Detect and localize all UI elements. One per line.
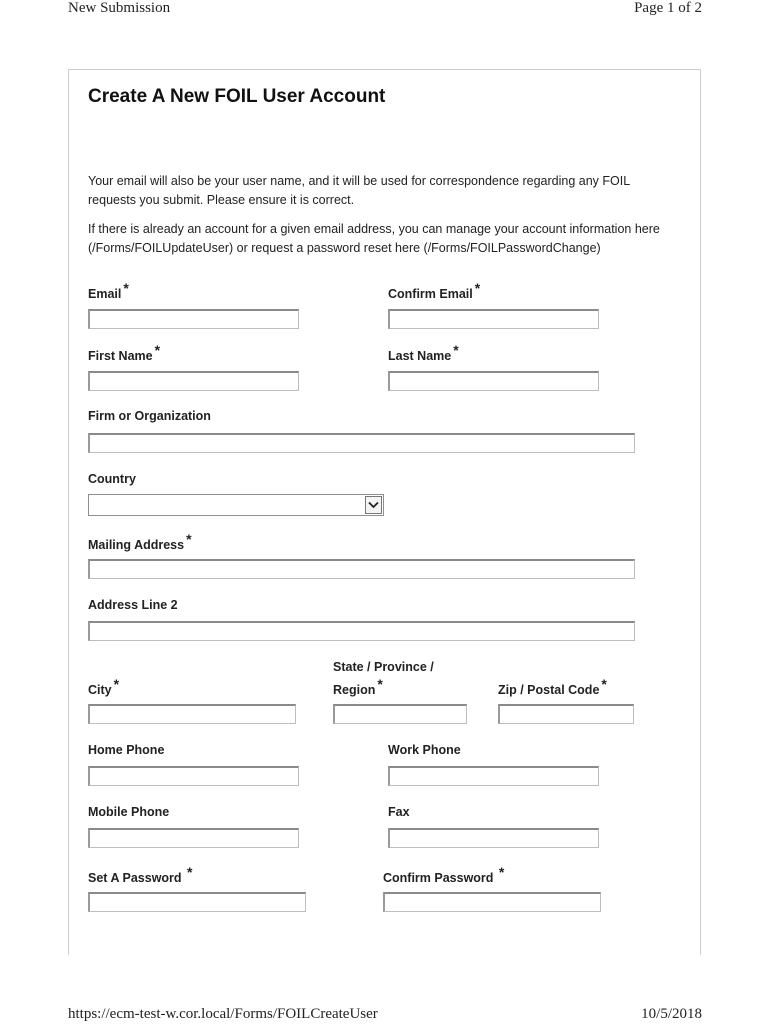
mobile-phone-field[interactable]	[88, 828, 299, 848]
firm-label: Firm or Organization	[88, 409, 211, 423]
last-name-field[interactable]	[388, 371, 599, 391]
confirm-password-field[interactable]	[383, 892, 601, 912]
print-footer-date: 10/5/2018	[641, 1006, 702, 1022]
password-label: Set A Password *	[88, 864, 193, 885]
work-phone-field[interactable]	[388, 766, 599, 786]
required-asterisk: *	[453, 342, 459, 358]
print-footer-url: https://ecm-test-w.cor.local/Forms/FOILCreateUser	[68, 1006, 378, 1022]
home-phone-label: Home Phone	[88, 743, 165, 757]
address-line-2-field[interactable]	[88, 621, 635, 641]
intro-text: Your email will also be your user name, and it will be used for correspondence regarding any FOIL requests you submit. Please ensure it is correct.	[88, 174, 630, 207]
required-asterisk: *	[113, 676, 120, 692]
required-asterisk: *	[498, 864, 505, 880]
city-label: City *	[88, 676, 120, 697]
mailing-address-field[interactable]	[88, 559, 635, 579]
confirm-email-label: Confirm Email *	[388, 280, 481, 301]
required-asterisk: *	[186, 531, 192, 547]
fax-field[interactable]	[388, 828, 599, 848]
fax-label: Fax	[388, 805, 410, 819]
print-header-page-number: Page 1 of 2	[634, 0, 702, 16]
zip-label: Zip / Postal Code *	[498, 676, 607, 697]
required-asterisk: *	[377, 676, 383, 692]
firm-field[interactable]	[88, 433, 635, 453]
first-name-field[interactable]	[88, 371, 299, 391]
password-field[interactable]	[88, 892, 306, 912]
required-asterisk: *	[601, 676, 607, 692]
required-asterisk: *	[187, 864, 193, 880]
required-asterisk: *	[154, 342, 161, 358]
required-asterisk: *	[474, 280, 481, 296]
country-select[interactable]	[88, 494, 384, 516]
print-header-left: New Submission	[68, 0, 171, 16]
account-help-text: If there is already an account for a given email address, you can manage your account information here (/Forms/FOILUpdateUser) or request a password reset here (/Forms/FOILPasswordChange)	[88, 222, 660, 255]
mailing-address-label: Mailing Address *	[88, 531, 192, 552]
last-name-label: Last Name *	[388, 342, 459, 363]
home-phone-field[interactable]	[88, 766, 299, 786]
email-label: Email *	[88, 280, 129, 301]
required-asterisk: *	[123, 280, 129, 296]
state-label: Region *	[333, 676, 383, 697]
address-line-2-label: Address Line 2	[88, 598, 178, 612]
confirm-password-label: Confirm Password *	[383, 864, 505, 885]
country-label: Country	[88, 472, 136, 486]
confirm-email-field[interactable]	[388, 309, 599, 329]
page-title: Create A New FOIL User Account	[88, 86, 386, 107]
first-name-label: First Name *	[88, 342, 161, 363]
work-phone-label: Work Phone	[388, 743, 461, 757]
zip-field[interactable]	[498, 704, 634, 724]
mobile-phone-label: Mobile Phone	[88, 805, 170, 819]
state-label-line-1: State / Province /	[333, 660, 434, 674]
chevron-down-icon[interactable]	[365, 496, 382, 514]
city-field[interactable]	[88, 704, 296, 724]
state-field[interactable]	[333, 704, 467, 724]
email-field[interactable]	[88, 309, 299, 329]
